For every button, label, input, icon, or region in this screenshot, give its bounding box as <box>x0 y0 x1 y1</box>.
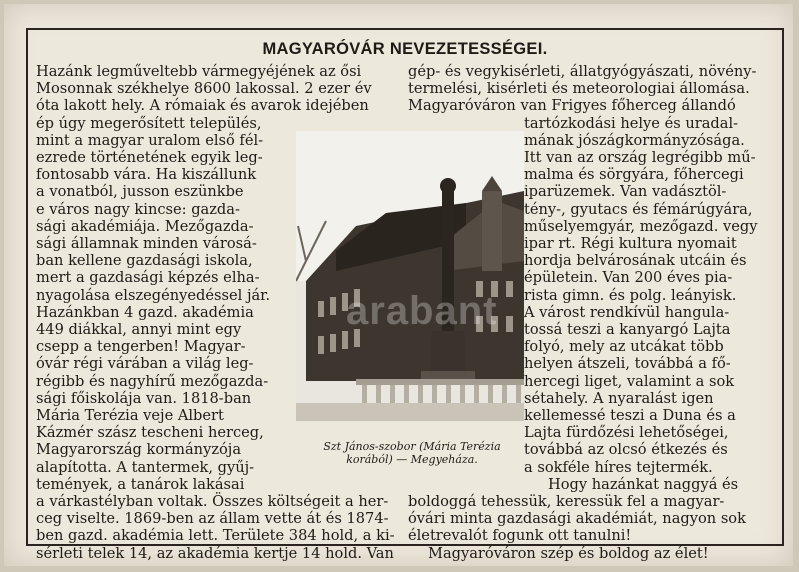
text-line: rista gimn. és polg. leányisk. <box>524 286 737 304</box>
county-hall-statue-image <box>296 131 524 421</box>
text-line: nyagolása elszegényedéssel jár. <box>36 286 271 304</box>
text-line: helyen átszeli, továbbá a fő- <box>524 355 731 373</box>
text-line: mint a magyar uralom első fél- <box>36 131 264 149</box>
text-line: kellemessé teszi a Duna és a <box>524 407 736 424</box>
text-line: sági államnak minden városá- <box>36 235 257 252</box>
postcard <box>4 4 793 566</box>
caption-line: Szt János-szobor (Mária Terézia <box>323 440 501 453</box>
text-line: Hogy hazánkat naggyá és <box>548 475 739 493</box>
text-line: csepp a tengerben! Magyar- <box>36 338 246 356</box>
text-line: ipar rt. Régi kultura nyomait <box>524 235 737 252</box>
text-line: sérleti telek 14, az akadémia kertje 14 hold. Van <box>36 544 394 562</box>
text-line: Kázmér szász tescheni herceg, <box>36 424 264 442</box>
text-line: folyó, mely az utcákat több <box>524 338 724 356</box>
text-line: Itt van az ország legrégibb mű- <box>524 149 756 166</box>
text-line: régibb és nagyhírű mezőgazda- <box>36 372 269 390</box>
text-line: életrevalót fogunk ott tanulni! <box>408 527 632 545</box>
text-line: a sokféle híres tejtermék. <box>524 458 713 476</box>
text-line: sági főiskolája van. 1818-ban <box>36 389 252 407</box>
text-line: Mária Terézia veje Albert <box>36 407 224 424</box>
text-line: hordja belvárosának utcáin és <box>524 252 747 270</box>
text-line: e város nagy kincse: gazda- <box>36 200 240 218</box>
text-line: fontosabb vára. Ha kiszállunk <box>36 166 257 184</box>
text-line: ép úgy megerősített település, <box>36 114 262 132</box>
text-line: Magyaróváron szép és boldog az élet! <box>428 544 709 562</box>
text-line: ban kellene gazdasági iskola, <box>36 252 253 270</box>
text-line: tény-, gyutacs és fémárúgyára, <box>524 200 753 218</box>
text-line: óta lakott hely. A rómaiak és avarok idejében <box>36 97 369 115</box>
text-line: Mosonnak székhelye 8600 lakossal. 2 ezer év <box>36 80 372 98</box>
text-line: a vonatból, jusson eszünkbe <box>36 183 244 201</box>
text-line: gép- és vegykisérleti, állatgyógyászati, növény- <box>408 63 757 80</box>
text-line: 449 diákkal, annyi mint egy <box>36 321 242 338</box>
text-line: Hazánkban 4 gazd. akadémia <box>36 303 254 321</box>
photo-caption <box>300 440 524 466</box>
building-photo <box>296 131 524 421</box>
text-line: ezrede történetének egyik leg- <box>36 149 263 166</box>
text-line: mának jószágkormányzósága. <box>524 131 745 149</box>
text-line: tossá teszi a kanyargó Lajta <box>524 321 731 338</box>
text-line: épületein. Van 200 éves pia- <box>524 269 733 287</box>
text-line: malma és sörgyára, főhercegi <box>524 166 744 184</box>
text-line: óvári minta gazdasági akadémiát, nagyon sok <box>408 510 746 528</box>
text-line: a várkastélyban voltak. Összes költségeit a her- <box>36 493 389 510</box>
text-line: ben gazd. akadémia lett. Területe 384 hold, a ki- <box>36 527 395 545</box>
text-line: iparüzemek. Van vadásztöl- <box>524 183 727 201</box>
text-line: mert a gazdasági képzés elha- <box>36 269 260 287</box>
text-line: temények, a tanárok lakásai <box>36 475 245 493</box>
text-line: sági akadémiája. Mezőgazda- <box>36 217 254 235</box>
text-line: boldoggá tehessük, keressük fel a magyar- <box>408 493 725 510</box>
text-line: tartózkodási helye és uradal- <box>524 114 739 132</box>
text-line: termelési, kisérleti és meteorologiai állomása. <box>408 80 750 98</box>
text-frame <box>26 28 784 562</box>
text-line: óvár régi várában a világ leg- <box>36 355 254 373</box>
text-line: hercegi liget, valamint a sok <box>524 372 735 390</box>
text-line: műselyemgyár, mezőgazd. vegy <box>524 217 758 235</box>
text-line: A várost rendkívül hangula- <box>524 303 730 321</box>
watermark-text: arabant <box>346 289 498 333</box>
text-line: sétahely. A nyaralást igen <box>524 389 714 407</box>
text-line: Hazánk legműveltebb vármegyéjének az ősi <box>36 63 362 80</box>
page-title: MAGYARÓVÁR NEVEZETESSÉGEI. <box>262 40 548 58</box>
text-line: Lajta fürdőzési lehetőségei, <box>524 424 729 442</box>
text-line: továbbá az olcsó étkezés és <box>524 441 728 459</box>
text-line: alapította. A tantermek, gyűj- <box>36 458 255 476</box>
text-line: ceg viselte. 1869-ben az állam vette át és 1874- <box>36 510 389 528</box>
text-line: Magyarország kormányzója <box>36 441 242 459</box>
text-line: Magyaróváron van Frigyes főherceg állandó <box>408 97 736 115</box>
caption-line: korából) — Megyeháza. <box>346 453 478 466</box>
